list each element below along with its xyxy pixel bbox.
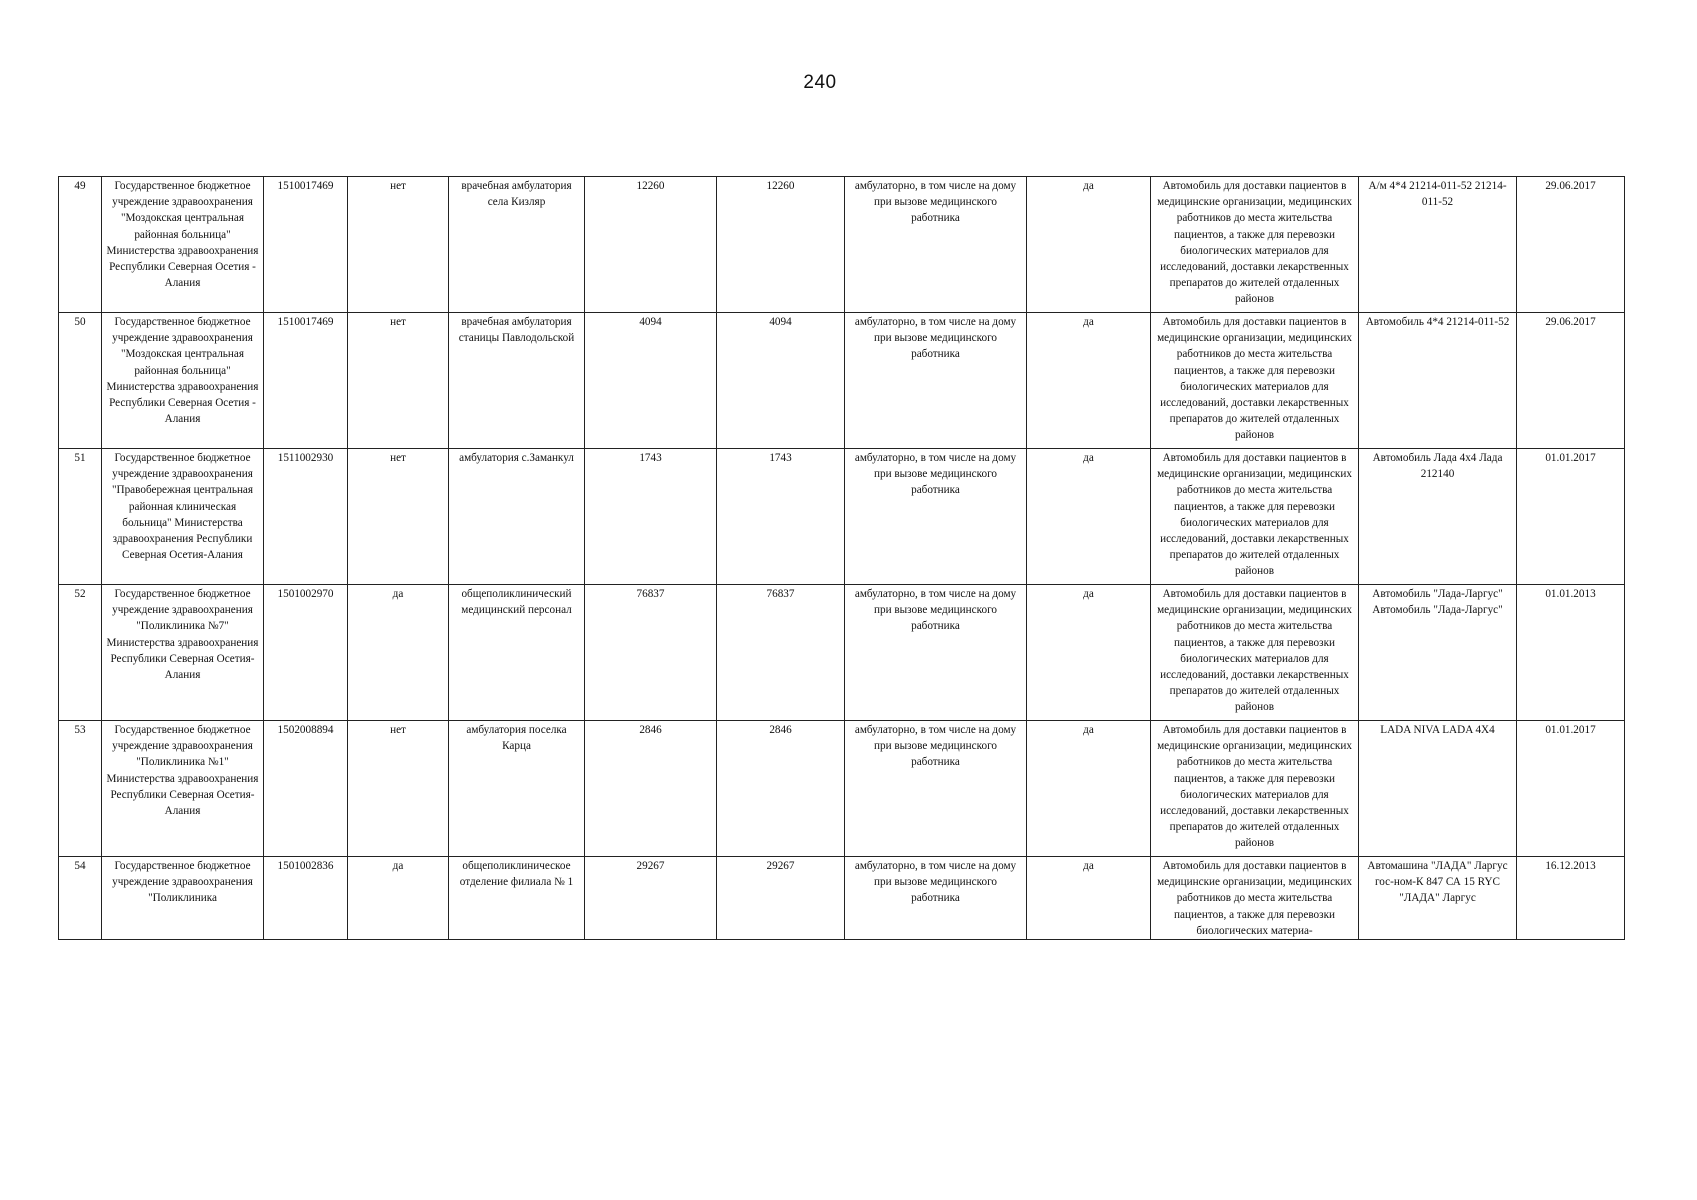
value-1: 2846 — [585, 721, 717, 857]
table-row — [59, 585, 1625, 721]
organization-name: Государственное бюджетное учреждение здравоохранения "Моздокская центральная районная больница" Министерства здравоохранения Республики Северная Осетия - Алания — [102, 313, 264, 449]
yes-flag: да — [1027, 857, 1151, 940]
vehicle-purpose: Автомобиль для доставки пациентов в медицинские организации, медицинских работников до места жительства пациентов, а также для перевозки биологических материалов для исследований, доставки лекарственных препаратов до жителей отдаленных районов — [1151, 449, 1359, 585]
value-1: 4094 — [585, 313, 717, 449]
service-mode: амбулаторно, в том числе на дому при вызове медицинского работника — [845, 177, 1027, 313]
vehicle-purpose: Автомобиль для доставки пациентов в медицинские организации, медицинских работников до места жительства пациентов, а также для перевозки биологических материалов для исследований, доставки лекарственных препаратов до жителей отдаленных районов — [1151, 585, 1359, 721]
value-2: 12260 — [717, 177, 845, 313]
value-1: 1743 — [585, 449, 717, 585]
inn-code: 1511002930 — [264, 449, 348, 585]
yes-no-flag: нет — [348, 177, 449, 313]
inn-code: 1501002836 — [264, 857, 348, 940]
vehicle-purpose: Автомобиль для доставки пациентов в медицинские организации, медицинских работников до места жительства пациентов, а также для перевозки биологических материалов для исследований, доставки лекарственных препаратов до жителей отдаленных районов — [1151, 721, 1359, 857]
page-number: 240 — [803, 72, 837, 93]
yes-flag: да — [1027, 313, 1151, 449]
service-mode: амбулаторно, в том числе на дому при вызове медицинского работника — [845, 721, 1027, 857]
date: 16.12.2013 — [1517, 857, 1625, 940]
unit-name: амбулатория поселка Карца — [449, 721, 585, 857]
yes-flag: да — [1027, 177, 1151, 313]
date: 29.06.2017 — [1517, 177, 1625, 313]
organization-name: Государственное бюджетное учреждение здравоохранения "Поликлиника №1" Министерства здравоохранения Республики Северная Осетия-Алания — [102, 721, 264, 857]
unit-name: врачебная амбулатория села Кизляр — [449, 177, 585, 313]
table-row — [59, 721, 1625, 857]
row-number: 52 — [59, 585, 102, 721]
unit-name: общеполиклиническое отделение филиала № 1 — [449, 857, 585, 940]
yes-no-flag: да — [348, 585, 449, 721]
service-mode: амбулаторно, в том числе на дому при вызове медицинского работника — [845, 857, 1027, 940]
unit-name: общеполиклинический медицинский персонал — [449, 585, 585, 721]
row-number: 51 — [59, 449, 102, 585]
yes-no-flag: нет — [348, 449, 449, 585]
row-number: 49 — [59, 177, 102, 313]
row-number: 54 — [59, 857, 102, 940]
value-1: 29267 — [585, 857, 717, 940]
vehicle-purpose: Автомобиль для доставки пациентов в медицинские организации, медицинских работников до места жительства пациентов, а также для перевозки биологических материалов для исследований, доставки лекарственных препаратов до жителей отдаленных районов — [1151, 177, 1359, 313]
vehicle-model: Автомобиль 4*4 21214-011-52 — [1359, 313, 1517, 449]
unit-name: амбулатория с.Заманкул — [449, 449, 585, 585]
row-number: 53 — [59, 721, 102, 857]
service-mode: амбулаторно, в том числе на дому при вызове медицинского работника — [845, 449, 1027, 585]
value-1: 76837 — [585, 585, 717, 721]
organization-name: Государственное бюджетное учреждение здравоохранения "Правобережная центральная районная клиническая больница" Министерства здравоохранения Республики Северная Осетия-Алания — [102, 449, 264, 585]
service-mode: амбулаторно, в том числе на дому при вызове медицинского работника — [845, 313, 1027, 449]
vehicle-model: Автомобиль Лада 4х4 Лада 212140 — [1359, 449, 1517, 585]
inn-code: 1501002970 — [264, 585, 348, 721]
organization-name: Государственное бюджетное учреждение здравоохранения "Поликлиника — [102, 857, 264, 940]
value-2: 4094 — [717, 313, 845, 449]
date: 29.06.2017 — [1517, 313, 1625, 449]
inn-code: 1502008894 — [264, 721, 348, 857]
value-2: 29267 — [717, 857, 845, 940]
organization-name: Государственное бюджетное учреждение здравоохранения "Моздокская центральная районная больница" Министерства здравоохранения Республики Северная Осетия - Алания — [102, 177, 264, 313]
value-1: 12260 — [585, 177, 717, 313]
table-row — [59, 313, 1625, 449]
table-row — [59, 857, 1625, 940]
organization-name: Государственное бюджетное учреждение здравоохранения "Поликлиника №7" Министерства здравоохранения Республики Северная Осетия-Алания — [102, 585, 264, 721]
value-2: 2846 — [717, 721, 845, 857]
yes-flag: да — [1027, 585, 1151, 721]
registry-table — [58, 176, 1625, 940]
yes-no-flag: да — [348, 857, 449, 940]
table-row — [59, 449, 1625, 585]
date: 01.01.2013 — [1517, 585, 1625, 721]
yes-flag: да — [1027, 449, 1151, 585]
vehicle-purpose: Автомобиль для доставки пациентов в медицинские организации, медицинских работников до места жительства пациентов, а также для перевозки биологических материа- — [1151, 857, 1359, 940]
vehicle-purpose: Автомобиль для доставки пациентов в медицинские организации, медицинских работников до места жительства пациентов, а также для перевозки биологических материалов для исследований, доставки лекарственных препаратов до жителей отдаленных районов — [1151, 313, 1359, 449]
row-number: 50 — [59, 313, 102, 449]
inn-code: 1510017469 — [264, 177, 348, 313]
inn-code: 1510017469 — [264, 313, 348, 449]
service-mode: амбулаторно, в том числе на дому при вызове медицинского работника — [845, 585, 1027, 721]
value-2: 76837 — [717, 585, 845, 721]
date: 01.01.2017 — [1517, 721, 1625, 857]
yes-no-flag: нет — [348, 721, 449, 857]
vehicle-model: LADA NIVA LADA 4X4 — [1359, 721, 1517, 857]
vehicle-model: А/м 4*4 21214-011-52 21214-011-52 — [1359, 177, 1517, 313]
vehicle-model: Автомобиль "Лада-Ларгус" Автомобиль "Лада-Ларгус" — [1359, 585, 1517, 721]
yes-no-flag: нет — [348, 313, 449, 449]
yes-flag: да — [1027, 721, 1151, 857]
value-2: 1743 — [717, 449, 845, 585]
date: 01.01.2017 — [1517, 449, 1625, 585]
vehicle-model: Автомашина "ЛАДА" Ларгус гос-ном-К 847 СА 15 RYC "ЛАДА" Ларгус — [1359, 857, 1517, 940]
table-row — [59, 177, 1625, 313]
unit-name: врачебная амбулатория станицы Павлодольской — [449, 313, 585, 449]
